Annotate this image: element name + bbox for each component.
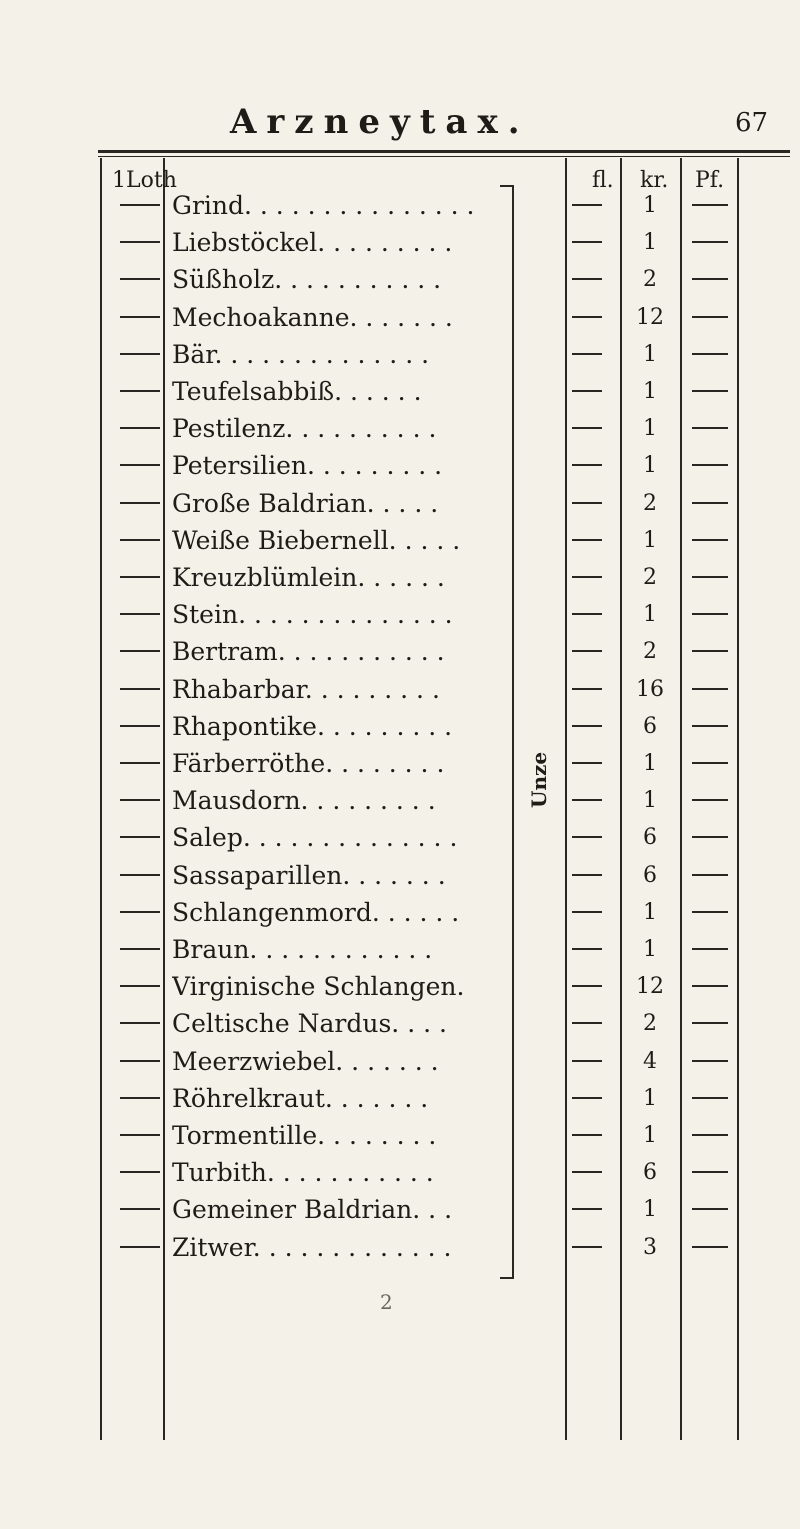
table-row (0, 227, 800, 259)
item-name: Grind. . . . . . . . . . . . . . . (172, 191, 475, 220)
table-row (0, 748, 800, 780)
fl-dash (572, 1246, 602, 1248)
pf-dash (692, 1171, 728, 1173)
table-row (0, 562, 800, 594)
pf-dash (692, 278, 728, 280)
item-name: Pestilenz. . . . . . . . . . (172, 414, 437, 444)
item-price-kr: 1 (643, 899, 657, 925)
pf-dash (692, 911, 728, 913)
pf-dash (692, 427, 728, 429)
fl-dash (572, 725, 602, 727)
fl-dash (572, 539, 602, 541)
item-name: Gemeiner Baldrian. . . (172, 1195, 453, 1225)
loth-dash (120, 985, 160, 987)
pf-dash (692, 613, 728, 615)
table-row (0, 413, 800, 445)
loth-dash (120, 762, 160, 764)
pf-dash (692, 502, 728, 504)
column-header-pf: Pf. (695, 168, 725, 193)
fl-dash (572, 1171, 602, 1173)
pf-dash (692, 688, 728, 690)
item-price-kr: 1 (643, 230, 657, 256)
loth-dash (120, 464, 160, 466)
table-row (0, 376, 800, 408)
column-header-kr: kr. (640, 168, 669, 193)
page-number: 67 (735, 108, 769, 138)
item-name: Bär. . . . . . . . . . . . . . (172, 339, 430, 369)
fl-dash (572, 241, 602, 243)
item-price-kr: 2 (643, 490, 657, 516)
item-name: Rhabarbar. . . . . . . . . (172, 674, 440, 704)
column-header-loth: 1Loth (112, 168, 177, 193)
pf-dash (692, 874, 728, 876)
item-price-kr: 1 (643, 379, 657, 404)
loth-dash (120, 316, 160, 318)
pf-dash (692, 762, 728, 764)
fl-dash (572, 1060, 602, 1062)
fl-dash (572, 985, 602, 987)
item-name: Färberröthe. . . . . . . . (172, 749, 445, 778)
loth-dash (120, 1171, 160, 1173)
loth-dash (120, 613, 160, 615)
item-price-kr: 1 (643, 751, 657, 776)
item-price-kr: 1 (643, 788, 657, 814)
table-row (0, 971, 800, 1003)
bracket-label: Unze (527, 751, 551, 809)
table-row (0, 1194, 800, 1226)
item-price-kr: 1 (643, 1197, 657, 1223)
table-row (0, 599, 800, 631)
loth-dash (120, 241, 160, 243)
item-price-kr: 1 (643, 602, 657, 628)
item-name: Stein. . . . . . . . . . . . . . (172, 600, 453, 630)
item-price-kr: 6 (643, 862, 657, 888)
item-price-kr: 16 (636, 676, 664, 702)
fl-dash (572, 650, 602, 652)
table-row (0, 934, 800, 966)
fl-dash (572, 948, 602, 950)
pf-dash (692, 1134, 728, 1136)
pf-dash (692, 241, 728, 243)
item-price-kr: 3 (643, 1234, 657, 1260)
table-row (0, 785, 800, 817)
fl-dash (572, 1208, 602, 1210)
item-price-kr: 1 (643, 341, 657, 367)
table-row (0, 711, 800, 743)
pf-dash (692, 316, 728, 318)
item-name: Salep. . . . . . . . . . . . . . (172, 823, 458, 853)
loth-dash (120, 278, 160, 280)
table-row (0, 1083, 800, 1115)
item-price-kr: 1 (643, 193, 657, 218)
loth-dash (120, 576, 160, 578)
table-row (0, 450, 800, 482)
item-name: Schlangenmord. . . . . . (172, 897, 460, 927)
table-row (0, 525, 800, 557)
item-name: Große Baldrian. . . . . (172, 488, 439, 518)
fl-dash (572, 502, 602, 504)
item-name: Celtische Nardus. . . . (172, 1009, 447, 1039)
pf-dash (692, 539, 728, 541)
item-name: Rhapontike. . . . . . . . . (172, 711, 453, 741)
fl-dash (572, 836, 602, 838)
item-name: Röhrelkraut. . . . . . . (172, 1083, 429, 1113)
item-price-kr: 1 (643, 527, 657, 553)
pf-dash (692, 836, 728, 838)
pf-dash (692, 948, 728, 950)
pf-dash (692, 1022, 728, 1024)
pf-dash (692, 1208, 728, 1210)
table-row (0, 1008, 800, 1040)
table-row (0, 636, 800, 668)
table-row (0, 488, 800, 520)
pf-dash (692, 1246, 728, 1248)
item-price-kr: 1 (643, 937, 657, 962)
item-price-kr: 12 (636, 304, 664, 330)
table-row (0, 1232, 800, 1264)
item-name: Braun. . . . . . . . . . . . (172, 935, 433, 964)
item-price-kr: 12 (636, 974, 664, 1000)
fl-dash (572, 464, 602, 466)
loth-dash (120, 1134, 160, 1136)
fl-dash (572, 911, 602, 913)
item-price-kr: 2 (643, 639, 657, 665)
item-name: Süßholz. . . . . . . . . . . (172, 265, 442, 295)
table-row (0, 264, 800, 296)
loth-dash (120, 688, 160, 690)
fl-dash (572, 1022, 602, 1024)
item-name: Virginische Schlangen. (172, 972, 465, 1002)
fl-dash (572, 204, 602, 206)
item-name: Turbith. . . . . . . . . . . (172, 1158, 434, 1188)
fl-dash (572, 278, 602, 280)
table-row (0, 302, 800, 334)
pf-dash (692, 725, 728, 727)
loth-dash (120, 427, 160, 429)
fl-dash (572, 799, 602, 801)
item-name: Liebstöckel. . . . . . . . . (172, 228, 453, 258)
fl-dash (572, 353, 602, 355)
item-price-kr: 2 (643, 267, 657, 293)
pf-dash (692, 204, 728, 206)
table-row (0, 674, 800, 706)
loth-dash (120, 874, 160, 876)
fl-dash (572, 762, 602, 764)
item-name: Mechoakanne. . . . . . . (172, 302, 453, 332)
item-name: Tormentille. . . . . . . . (172, 1121, 437, 1150)
item-price-kr: 2 (643, 565, 657, 590)
pf-dash (692, 464, 728, 466)
pf-dash (692, 650, 728, 652)
item-name: Weiße Biebernell. . . . . (172, 525, 461, 555)
page-title: Arzneytax. (230, 102, 530, 142)
pf-dash (692, 1060, 728, 1062)
signature-mark: 2 (380, 1290, 393, 1314)
item-name: Zitwer. . . . . . . . . . . . . (172, 1232, 452, 1262)
table-row (0, 1157, 800, 1189)
loth-dash (120, 353, 160, 355)
column-header-fl: fl. (592, 168, 614, 193)
loth-dash (120, 948, 160, 950)
loth-dash (120, 204, 160, 206)
item-price-kr: 2 (643, 1011, 657, 1037)
table-row (0, 1120, 800, 1152)
header-rule (98, 150, 790, 153)
item-name: Kreuzblümlein. . . . . . (172, 563, 445, 592)
table-row (0, 897, 800, 929)
item-price-kr: 1 (643, 1085, 657, 1111)
pf-dash (692, 985, 728, 987)
table-row (0, 822, 800, 854)
fl-dash (572, 390, 602, 392)
pf-dash (692, 799, 728, 801)
item-name: Bertram. . . . . . . . . . . (172, 637, 445, 667)
table-row (0, 860, 800, 892)
header-rule-thin (98, 156, 790, 157)
item-name: Mausdorn. . . . . . . . . (172, 786, 436, 816)
loth-dash (120, 650, 160, 652)
fl-dash (572, 874, 602, 876)
loth-dash (120, 836, 160, 838)
loth-dash (120, 539, 160, 541)
pf-dash (692, 1097, 728, 1099)
item-name: Sassaparillen. . . . . . . (172, 860, 446, 890)
loth-dash (120, 1060, 160, 1062)
fl-dash (572, 1097, 602, 1099)
item-price-kr: 1 (643, 1123, 657, 1148)
loth-dash (120, 1208, 160, 1210)
fl-dash (572, 613, 602, 615)
loth-dash (120, 390, 160, 392)
pf-dash (692, 576, 728, 578)
loth-dash (120, 725, 160, 727)
fl-dash (572, 427, 602, 429)
fl-dash (572, 316, 602, 318)
item-name: Meerzwiebel. . . . . . . (172, 1046, 439, 1076)
item-price-kr: 6 (643, 825, 657, 851)
fl-dash (572, 688, 602, 690)
loth-dash (120, 1246, 160, 1248)
loth-dash (120, 1097, 160, 1099)
item-name: Petersilien. . . . . . . . . (172, 451, 443, 481)
fl-dash (572, 576, 602, 578)
fl-dash (572, 1134, 602, 1136)
item-price-kr: 1 (643, 416, 657, 442)
loth-dash (120, 911, 160, 913)
table-row (0, 1046, 800, 1078)
item-price-kr: 6 (643, 713, 657, 739)
item-price-kr: 1 (643, 453, 657, 479)
loth-dash (120, 1022, 160, 1024)
table-row (0, 190, 800, 222)
pf-dash (692, 353, 728, 355)
loth-dash (120, 502, 160, 504)
item-price-kr: 4 (643, 1048, 657, 1074)
loth-dash (120, 799, 160, 801)
pf-dash (692, 390, 728, 392)
item-price-kr: 6 (643, 1160, 657, 1186)
item-name: Teufelsabbiß. . . . . . (172, 377, 422, 406)
table-row (0, 339, 800, 371)
